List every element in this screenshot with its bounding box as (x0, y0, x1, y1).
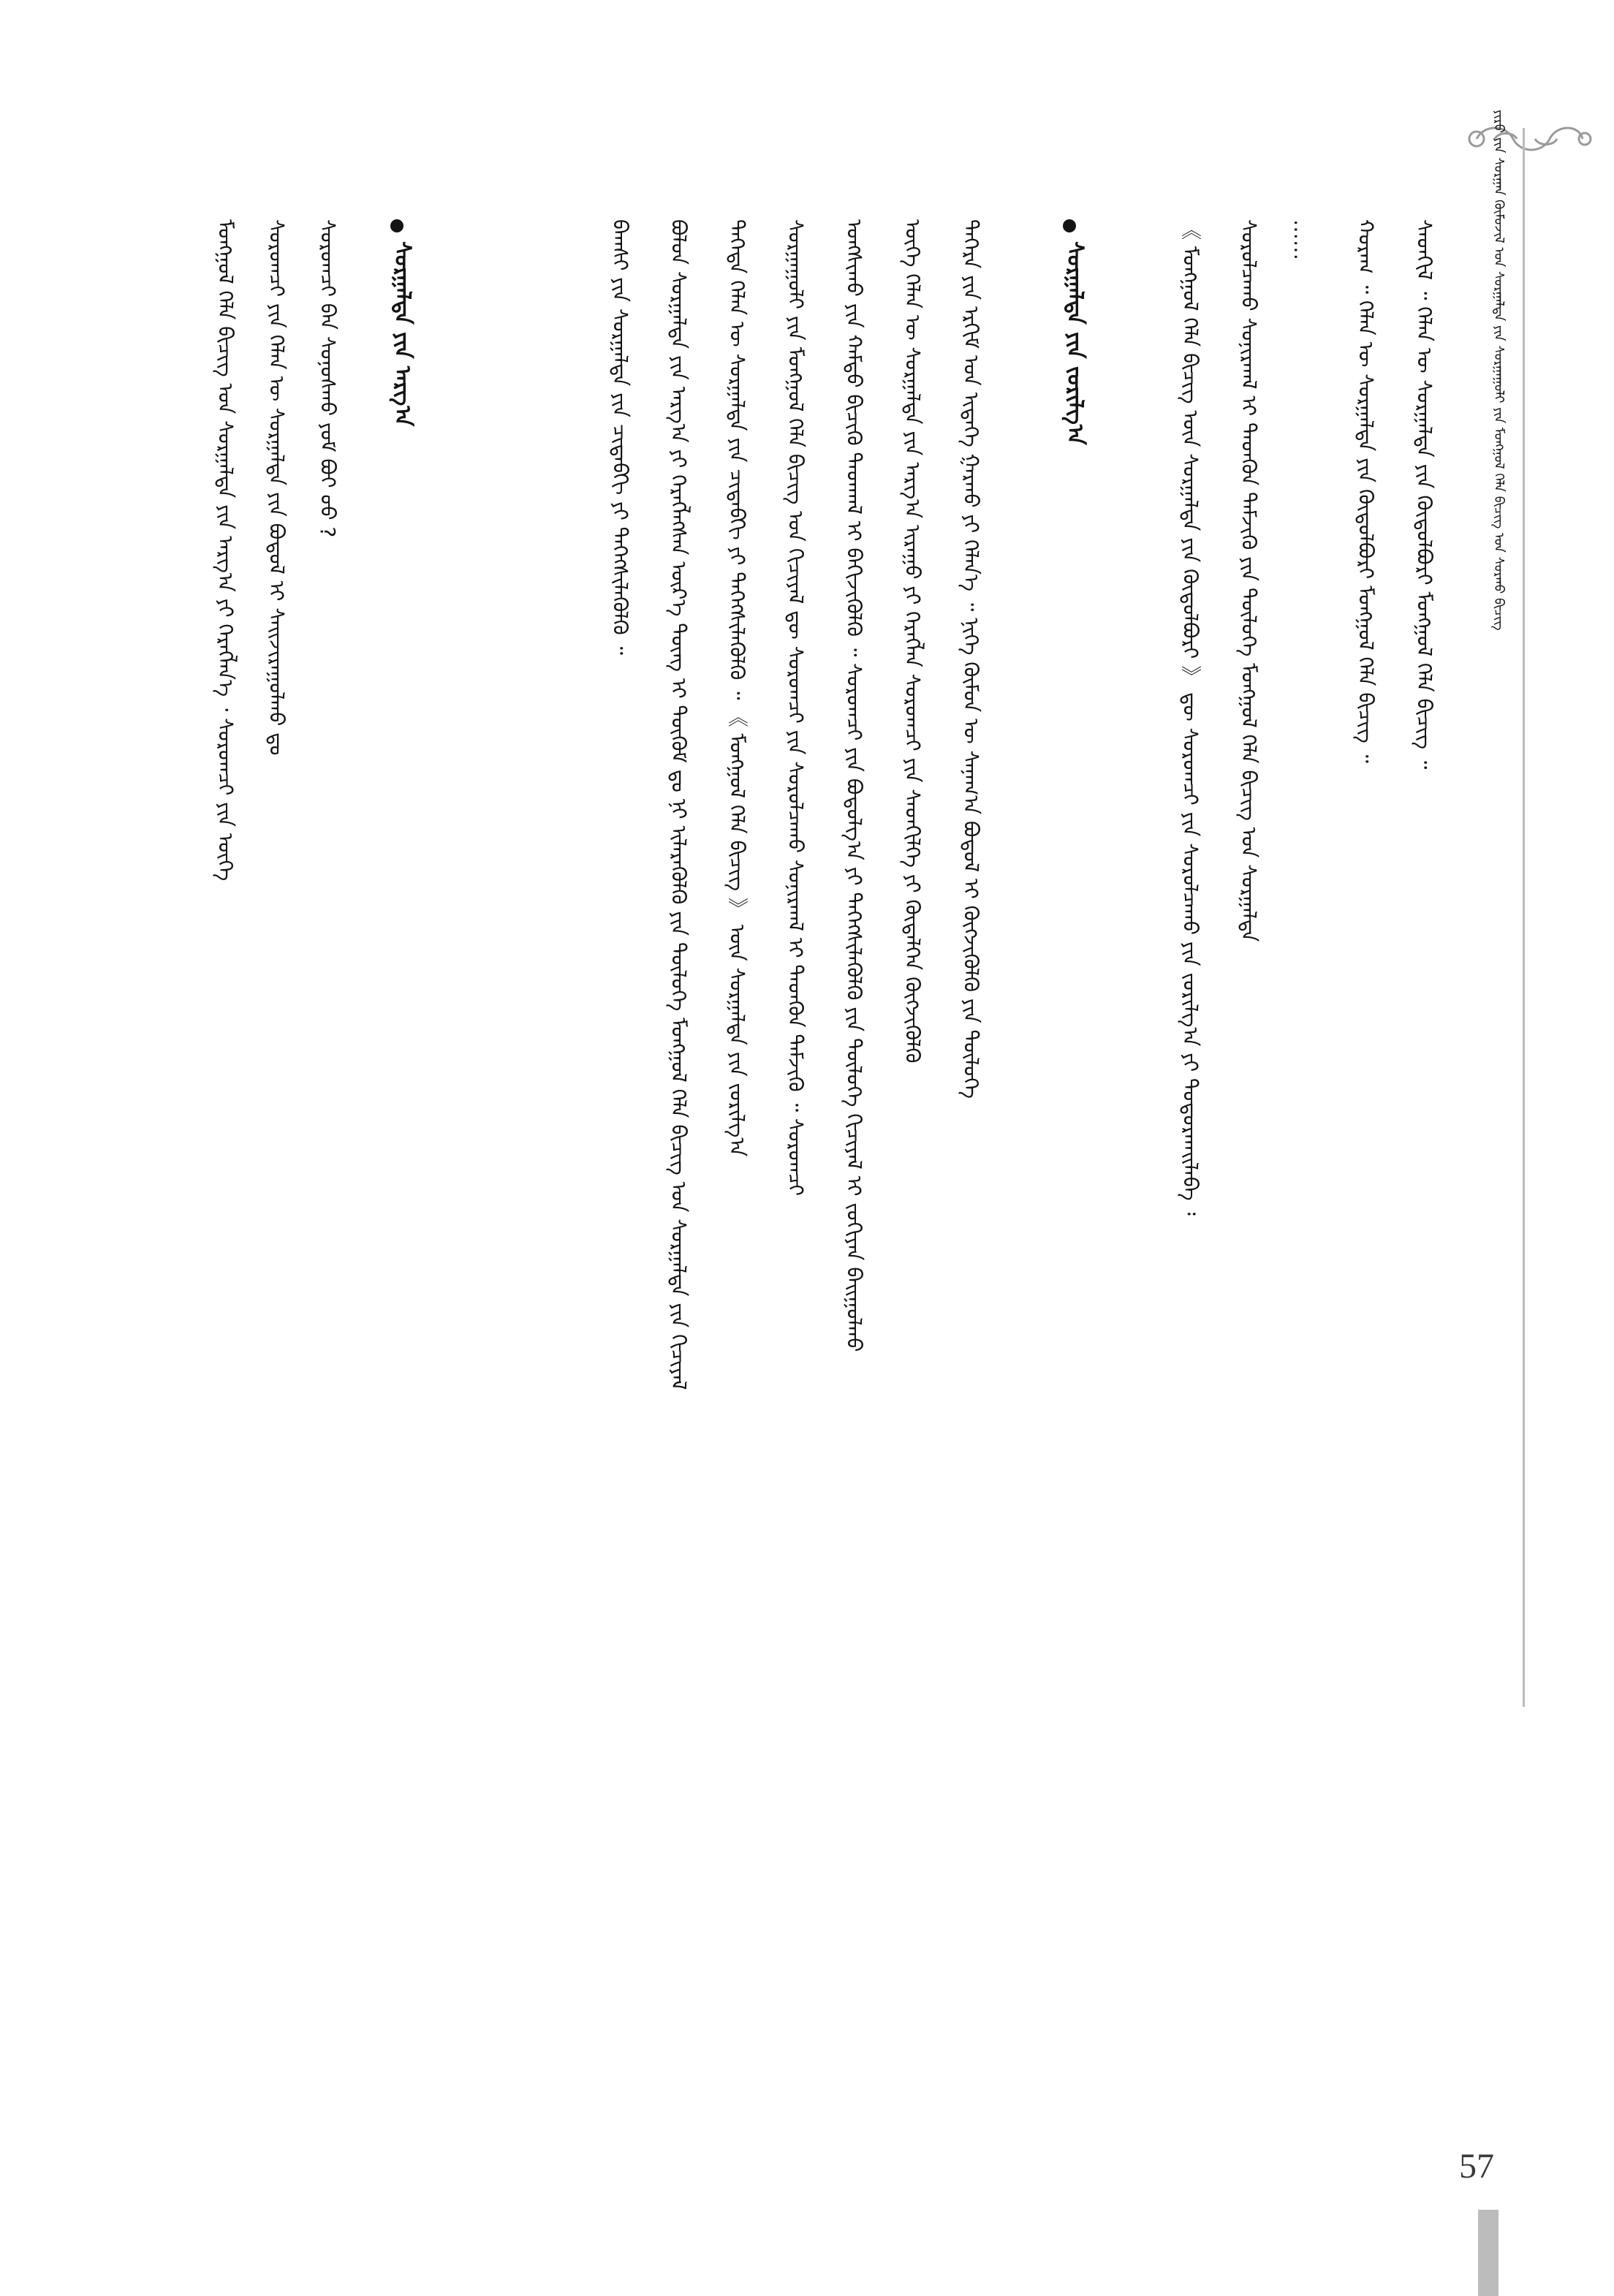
thumb-tab (1478, 2210, 1499, 2296)
text-column-body: ᠲᠡᠭᠡᠷᠡ ᠶᠢᠨ ᠡᠷᠬᠢᠮ ᠤᠨ ᠢᠳᠡᠭᠡ ᠭᠠᠷᠬᠤ ᠶᠢ ᠬᠡᠯᠡᠨ᠎ᠡ ᠃ ᠨᠢᠭᠡ ᠬᠦᠮᠦᠨ ᠦ ᠰᠠᠨᠠᠭ᠎ᠠ ᠪᠣᠳᠤᠯ ᠢ ᠬᠦᠭᠵᠢᠭᠦᠯᠬᠦ ᠶᠢᠨ ᠲᠥᠯᠥᠭᠡ (959, 219, 983, 1099)
text-column-body: ᠪᠠᠭᠰᠢ ᠶᠢᠨ ᠰᠤᠷᠭᠠᠯᠲᠠ ᠶᠢᠨ ᠴᠢᠳᠠᠪᠬᠢ ᠶᠢ ᠳᠡᠭᠡᠭᠰᠢᠯᠡᠭᠦᠯᠬᠦ ᠃ (608, 219, 632, 655)
text-column-body: ᠦᠭᠡ ᠬᠡᠯᠡᠨ ᠦ ᠰᠤᠷᠭᠠᠯᠲᠠ ᠶᠢᠨ ᠠᠷᠭ᠎ᠠ ᠢᠷᠠᠭᠤ ᠶᠢ ᠬᠡᠷᠡᠭᠯᠡᠨ ᠰᠤᠷᠤᠭᠴᠢ ᠶᠢᠨ ᠰᠡᠳᠬᠢᠯᠭᠡ ᠶᠢ ᠬᠥᠳᠡᠯᠭᠡᠨ ᠬᠥᠭᠵᠢᠭᠦᠯᠬᠦ (901, 219, 925, 1064)
text-column-body: ᠰᠤᠷᠤᠯᠴᠠᠬᠤ ᠰᠣᠨᠢᠷᠬᠠᠯ ᠢ ᠲᠡᠳᠬᠦᠨ ᠳᠡᠮᠵᠢᠬᠦ ᠶᠢᠨ ᠲᠥᠯᠥᠭᠡ ᠮᠣᠩᠭᠣᠯ ᠬᠡᠯᠡ ᠪᠢᠴᠢᠭ ᠤᠨ ᠰᠤᠷᠭᠠᠯᠲᠠ (1237, 219, 1261, 942)
text-column-body: ᠰᠤᠷᠭᠠᠭᠤᠯᠢ ᠶᠢᠨ ᠮᠣᠩᠭᠣᠯ ᠬᠡᠯᠡ ᠪᠢᠴᠢᠭ ᠤᠨ ᠬᠢᠴᠢᠶᠡᠯ ᠳᠦ ᠰᠤᠷᠤᠭᠴᠢ ᠶᠢᠨ ᠰᠤᠷᠤᠯᠴᠠᠬᠤ ᠰᠣᠨᠢᠷᠬᠠᠯ ᠢ ᠲᠡᠳᠬᠦᠨ ᠳᠡᠮᠵᠢᠬᠦ ᠃ ᠰᠤᠷᠤᠭᠴᠢ (784, 219, 808, 1196)
poem-line: ᠮᠣᠩᠭᠣᠯ ᠬᠡᠯᠡ ᠪᠢᠴᠢᠭ ᠤᠨ ᠰᠤᠷᠭᠠᠯᠲᠠ ᠶᠢᠨ ᠠᠷᠭ᠎ᠠ ᠶᠢ ᠬᠡᠷᠡᠭᠯᠡᠨ᠎ᠡ ᠂ ᠰᠤᠷᠤᠭᠴᠢ ᠶᠢᠨ ᠦᠭᠡ (213, 219, 238, 882)
poem-line: ᠰᠤᠷᠤᠭᠴᠢ ᠶᠢᠨ ᠬᠡᠯᠡᠨ ᠦ ᠰᠤᠷᠭᠠᠯᠲᠠ ᠶᠢᠨ ᠪᠣᠳᠤᠯ ᠢ ᠰᠠᠢᠵᠢᠷᠠᠭᠤᠯᠬᠤ ᠳᠤ (265, 219, 289, 756)
section-heading-text: ᠰᠤᠷᠭᠠᠯᠲᠠ ᠶᠢᠨ ᠠᠷᠭ᠎ᠠ (390, 241, 415, 427)
bullet-icon (1063, 219, 1076, 232)
text-column-body: ᠲᠡᠭᠡᠳᠡ ᠬᠡᠯᠡᠨ ᠦ ᠰᠤᠷᠭᠠᠯᠲᠠ ᠶᠢᠨ ᠴᠢᠳᠠᠪᠬᠢ ᠶᠢ ᠳᠡᠭᠡᠭᠰᠢᠯᠡᠭᠦᠯᠬᠦ ᠃ 《 ᠮᠣᠩᠭᠣᠯ ᠬᠡᠯᠡ ᠪᠢᠴᠢᠭ 》 ᠦᠨ ᠰᠤᠷᠭᠠᠯᠲᠠ ᠶᠢᠨ ᠵᠣᠷᠢᠯᠭ᠎ᠠ (725, 219, 749, 1157)
text-column-body: 《 ᠮᠣᠩᠭᠣᠯ ᠬᠡᠯᠡ ᠪᠢᠴᠢᠭ ᠦᠨ ᠰᠤᠷᠭᠠᠯᠲᠠ ᠶᠢᠨ ᠬᠥᠲᠥᠯᠪᠦᠷᠢ 》 ᠳᠦ ᠰᠤᠷᠤᠭᠴᠢ ᠶᠢᠨ ᠰᠤᠷᠤᠯᠴᠠᠬᠤ ᠶᠢᠨ ᠵᠣᠷᠢᠯᠭ᠎ᠠ ᠶᠢ ᠲᠣᠳᠤᠷᠬᠠᠢᠯᠠᠪᠠ ᠄ (1178, 219, 1202, 1216)
running-title: ᠶᠢᠷᠦ ᠶᠢᠨ ᠰᠤᠷᠭᠠᠨ ᠬᠦᠮᠦᠵᠢᠯ ᠤᠨ ᠰᠤᠷᠭᠠᠯᠲᠠ ᠶᠢᠨ ᠰᠤᠷᠭᠠᠭᠤᠯᠢ ᠶᠢᠨ ᠮᠣᠩᠭᠣᠯ ᠬᠡᠯᠡ ᠪᠢᠴᠢᠭ ᠤᠨ ᠰᠤᠷᠬᠤ ᠪᠢᠴᠢᠭ (1491, 110, 1507, 631)
corner-ornament (1455, 110, 1614, 183)
bullet-icon (390, 219, 404, 232)
poem-line: ᠰᠤᠷᠤᠭᠴᠢ ᠪᠠᠨ ᠰᠣᠨᠣᠰᠬᠤ ᠶᠤᠮ ᠪᠤᠢ ᠤᠤ ? (316, 219, 340, 538)
text-column-body: ᠪᠣᠯᠣᠨ ᠰᠤᠷᠭᠠᠯᠲᠠ ᠶᠢᠨ ᠠᠷᠭ᠎ᠠ ᠶᠢ ᠬᠡᠷᠡᠭᠯᠡᠭᠰᠡᠨ ᠦᠷ᠎ᠡ ᠳᠦᠩ ᠢ ᠳᠦᠭᠦᠮ ᠳᠤ ᠨᠢ ᠢᠯᠡᠷᠡᠭᠦᠯᠬᠦ ᠶᠢᠨ ᠲᠥᠯᠥᠭᠡ ᠮᠣᠩᠭᠣᠯ ᠬᠡᠯᠡ ᠪᠢᠴᠢᠭ ᠤᠨ ᠰᠤᠷᠭᠠᠯᠲᠠ ᠶᠢᠨ ᠬᠢᠴᠢᠶᠡᠯ (667, 219, 691, 1390)
ellipsis: …… (1289, 219, 1314, 260)
text-column-body: ᠰᠡᠳᠬᠢᠯ ᠃ ᠬᠡᠯᠡᠨ ᠦ ᠰᠤᠷᠭᠠᠯᠲᠠ ᠶᠢᠨ ᠬᠥᠲᠥᠯᠪᠦᠷᠢ ᠮᠣᠩᠭᠣᠯ ᠬᠡᠯᠡ ᠪᠢᠴᠢᠭ ᠃ (1412, 219, 1436, 770)
text-column-body: ᠬᠤᠷᠠᠭ ᠃ ᠬᠡᠯᠡᠨ ᠦ ᠰᠤᠷᠭᠠᠯᠲᠠ ᠶᠢᠨ ᠬᠥᠲᠥᠯᠪᠦᠷᠢ ᠮᠣᠩᠭᠣᠯ ᠬᠡᠯᠡ ᠪᠢᠴᠢᠭ ᠃ (1354, 219, 1378, 763)
text-column-body: ᠣᠩᠰᠢᠬᠤ ᠶᠢᠨ ᠬᠠᠮᠲᠤ ᠪᠢᠴᠢᠬᠦ ᠳᠠᠳᠬᠠᠯ ᠢ ᠪᠡᠬᠢᠵᠢᠭᠦᠯᠬᠦ ᠃ ᠰᠤᠷᠤᠭᠴᠢ ᠶᠢᠨ ᠪᠣᠳᠤᠯᠭ᠎ᠠ ᠶᠢ ᠳᠡᠭᠡᠭᠰᠢᠯᠡᠭᠦᠯᠬᠦ ᠶᠢᠨ ᠲᠥᠯᠥᠭᠡ ᠬᠢᠴᠢᠶᠡᠯ ᠢ ᠵᠣᠬᠢᠶᠠᠨ ᠪᠠᠢᠭᠤᠯᠬᠤ (842, 219, 866, 1352)
section-heading-text: ᠰᠤᠷᠭᠠᠯᠲᠠ ᠶᠢᠨ ᠵᠣᠷᠢᠯᠭ᠎ᠠ (1062, 241, 1088, 445)
page-number: 57 (1459, 2147, 1494, 2186)
header-rule (1523, 128, 1525, 1707)
running-header (1488, 110, 1517, 1235)
